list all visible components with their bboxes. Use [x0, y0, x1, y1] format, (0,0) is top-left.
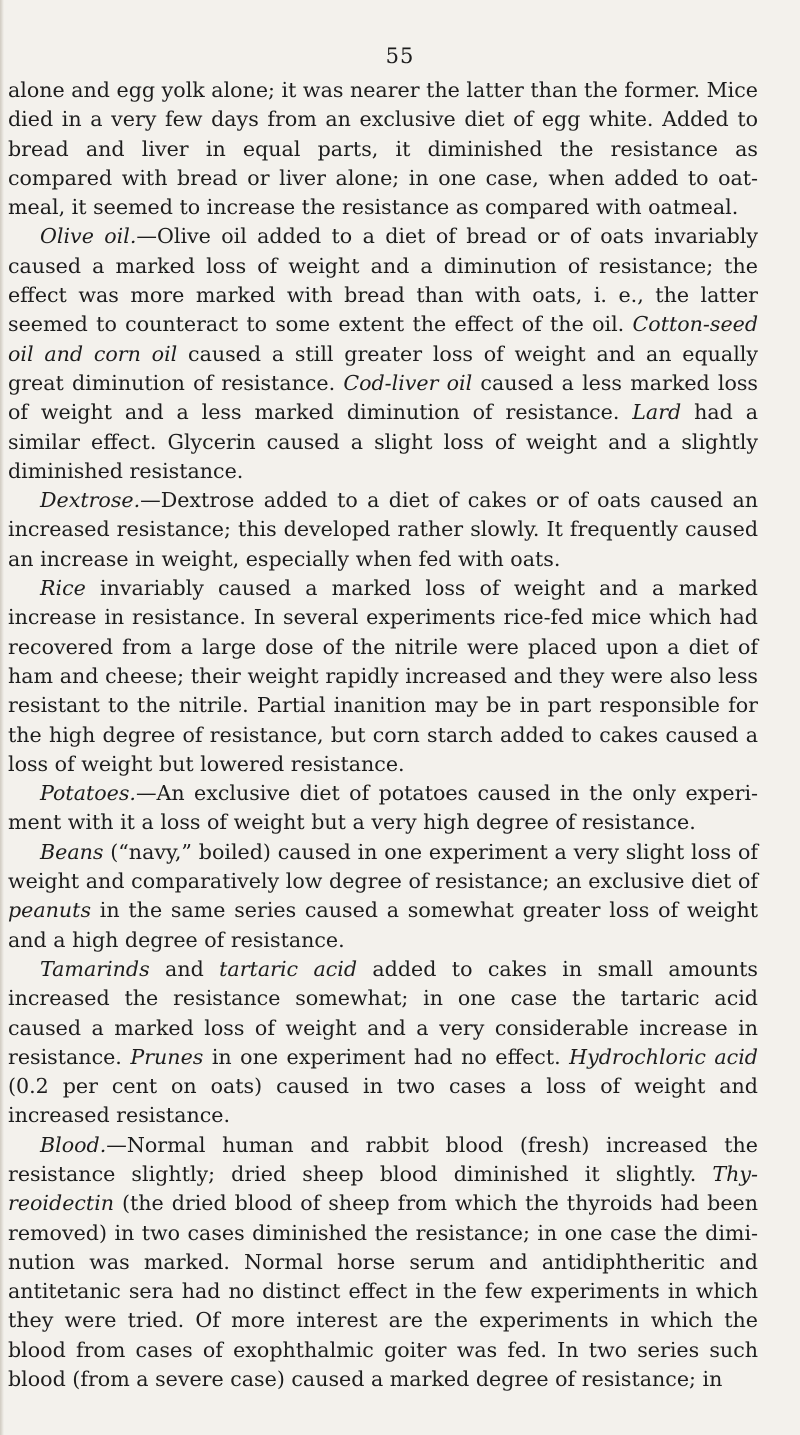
paragraph-egg — [8, 76, 758, 222]
paragraph-dextrose — [8, 486, 758, 574]
text-segment: in the same series caused a somewhat greater loss of weight and a high degree of resistance. — [8, 898, 758, 952]
text-segment: —An exclusive diet of potatoes caused in the only experi-ment with it a loss of weight but a very high degree of resistance. — [8, 781, 758, 835]
term-peanuts: peanuts — [8, 898, 92, 923]
term-tartaric-acid: tartaric acid — [219, 956, 358, 981]
text-segment: invariably caused a marked loss of weight and a marked increase in resistance. In several experiments rice-fed mice which had recovered from a large dose of the nitrile were placed upon a diet of ham and cheese; their weight rapidly increased and they were also less resistant to the nitrile. Partial inanition may be in part responsible for the high degree of resistance, but corn starch added to cakes caused a loss of weight but lowered resistance. — [8, 576, 758, 776]
paragraph-blood — [8, 1131, 758, 1395]
text-segment: and — [149, 956, 220, 981]
text-segment: (“navy,” boiled) caused in one experiment a very slight loss of weight and comparatively low degree of resistance; an exclusive diet of — [8, 839, 758, 894]
text-segment: —Olive oil added to a diet of bread or of oats invariably caused a marked loss of weight and a diminution of resistance; the effect was more marked with bread than with oats, i. e., the latter seemed to counteract to some extent the effect of the oil. — [8, 224, 758, 337]
text-segment: (the dried blood of sheep from which the thyroids had been removed) in two cases diminished the resistance; in one case the dimi-nution was marked. Normal horse serum and antidiphtheritic and antitetanic sera had no distinct effect in the few experiments in which they were tried. Of more interest are the experiments in which the blood from cases of exophthalmic goiter was fed. In two series such blood (from a severe case) caused a marked degree of resistance; in — [8, 1191, 758, 1392]
term-prunes: Prunes — [130, 1044, 204, 1069]
heading-blood: Blood. — [40, 1132, 107, 1157]
paragraph-beans — [8, 838, 758, 955]
heading-rice: Rice — [40, 576, 86, 601]
page-number: 55 — [385, 44, 415, 68]
text-segment: —Normal human and rabbit blood (fresh) increased the resistance slightly; dried sheep blood diminished it slightly. — [8, 1132, 758, 1186]
text-segment: in one experiment had no effect. — [203, 1044, 570, 1069]
text-segment: —Dextrose added to a diet of cakes or of oats caused an increased resistance; this developed rather slowly. It frequently caused an increase in weight, especially when fed with oats. — [8, 488, 758, 571]
heading-tamarinds: Tamarinds — [40, 956, 150, 981]
paragraph-potatoes — [8, 779, 758, 838]
page-edge-shadow — [0, 0, 4, 1435]
text-body — [8, 76, 758, 1394]
text-segment: alone and egg yolk alone; it was nearer the latter than the former. Mice died in a very few days from an exclusive diet of egg white. Added to bread and liver in equal parts, it diminished the resistance as compared with bread or liver alone; in one case, when added to oat-meal, it seemed to increase the resistance as compared with oatmeal. — [8, 78, 758, 220]
paragraph-rice — [8, 574, 758, 779]
term-hydrochloric-acid: Hydrochloric acid — [569, 1044, 758, 1069]
term-thyreoidectin: Thy-reoidectin — [8, 1161, 758, 1216]
heading-beans: Beans — [40, 839, 104, 864]
heading-dextrose: Dextrose. — [40, 488, 141, 513]
text-segment: had a similar effect. Glycerin caused a slight loss of weight and a slightly diminished resistance. — [8, 400, 758, 483]
heading-olive-oil: Olive oil. — [40, 224, 137, 249]
paragraph-tamarinds — [8, 955, 758, 1131]
text-segment: caused a less marked loss of weight and a less marked diminution of resistance. — [8, 370, 758, 425]
term-cotton-seed-oil: Cotton-seed oil and corn oil — [8, 312, 758, 366]
term-lard: Lard — [632, 400, 682, 425]
text-segment: (0.2 per cent on oats) caused in two cases a loss of weight and increased resistance. — [8, 1074, 758, 1128]
term-cod-liver-oil: Cod-liver oil — [343, 370, 473, 395]
heading-potatoes: Potatoes. — [40, 781, 136, 806]
paragraph-olive-oil — [8, 222, 758, 486]
text-segment: caused a still greater loss of weight and an equally great diminution of resistance. — [8, 341, 758, 395]
text-segment: added to cakes in small amounts increased the resistance somewhat; in one case the tartaric acid caused a marked loss of weight and a very considerable increase in resistance. — [8, 956, 758, 1069]
